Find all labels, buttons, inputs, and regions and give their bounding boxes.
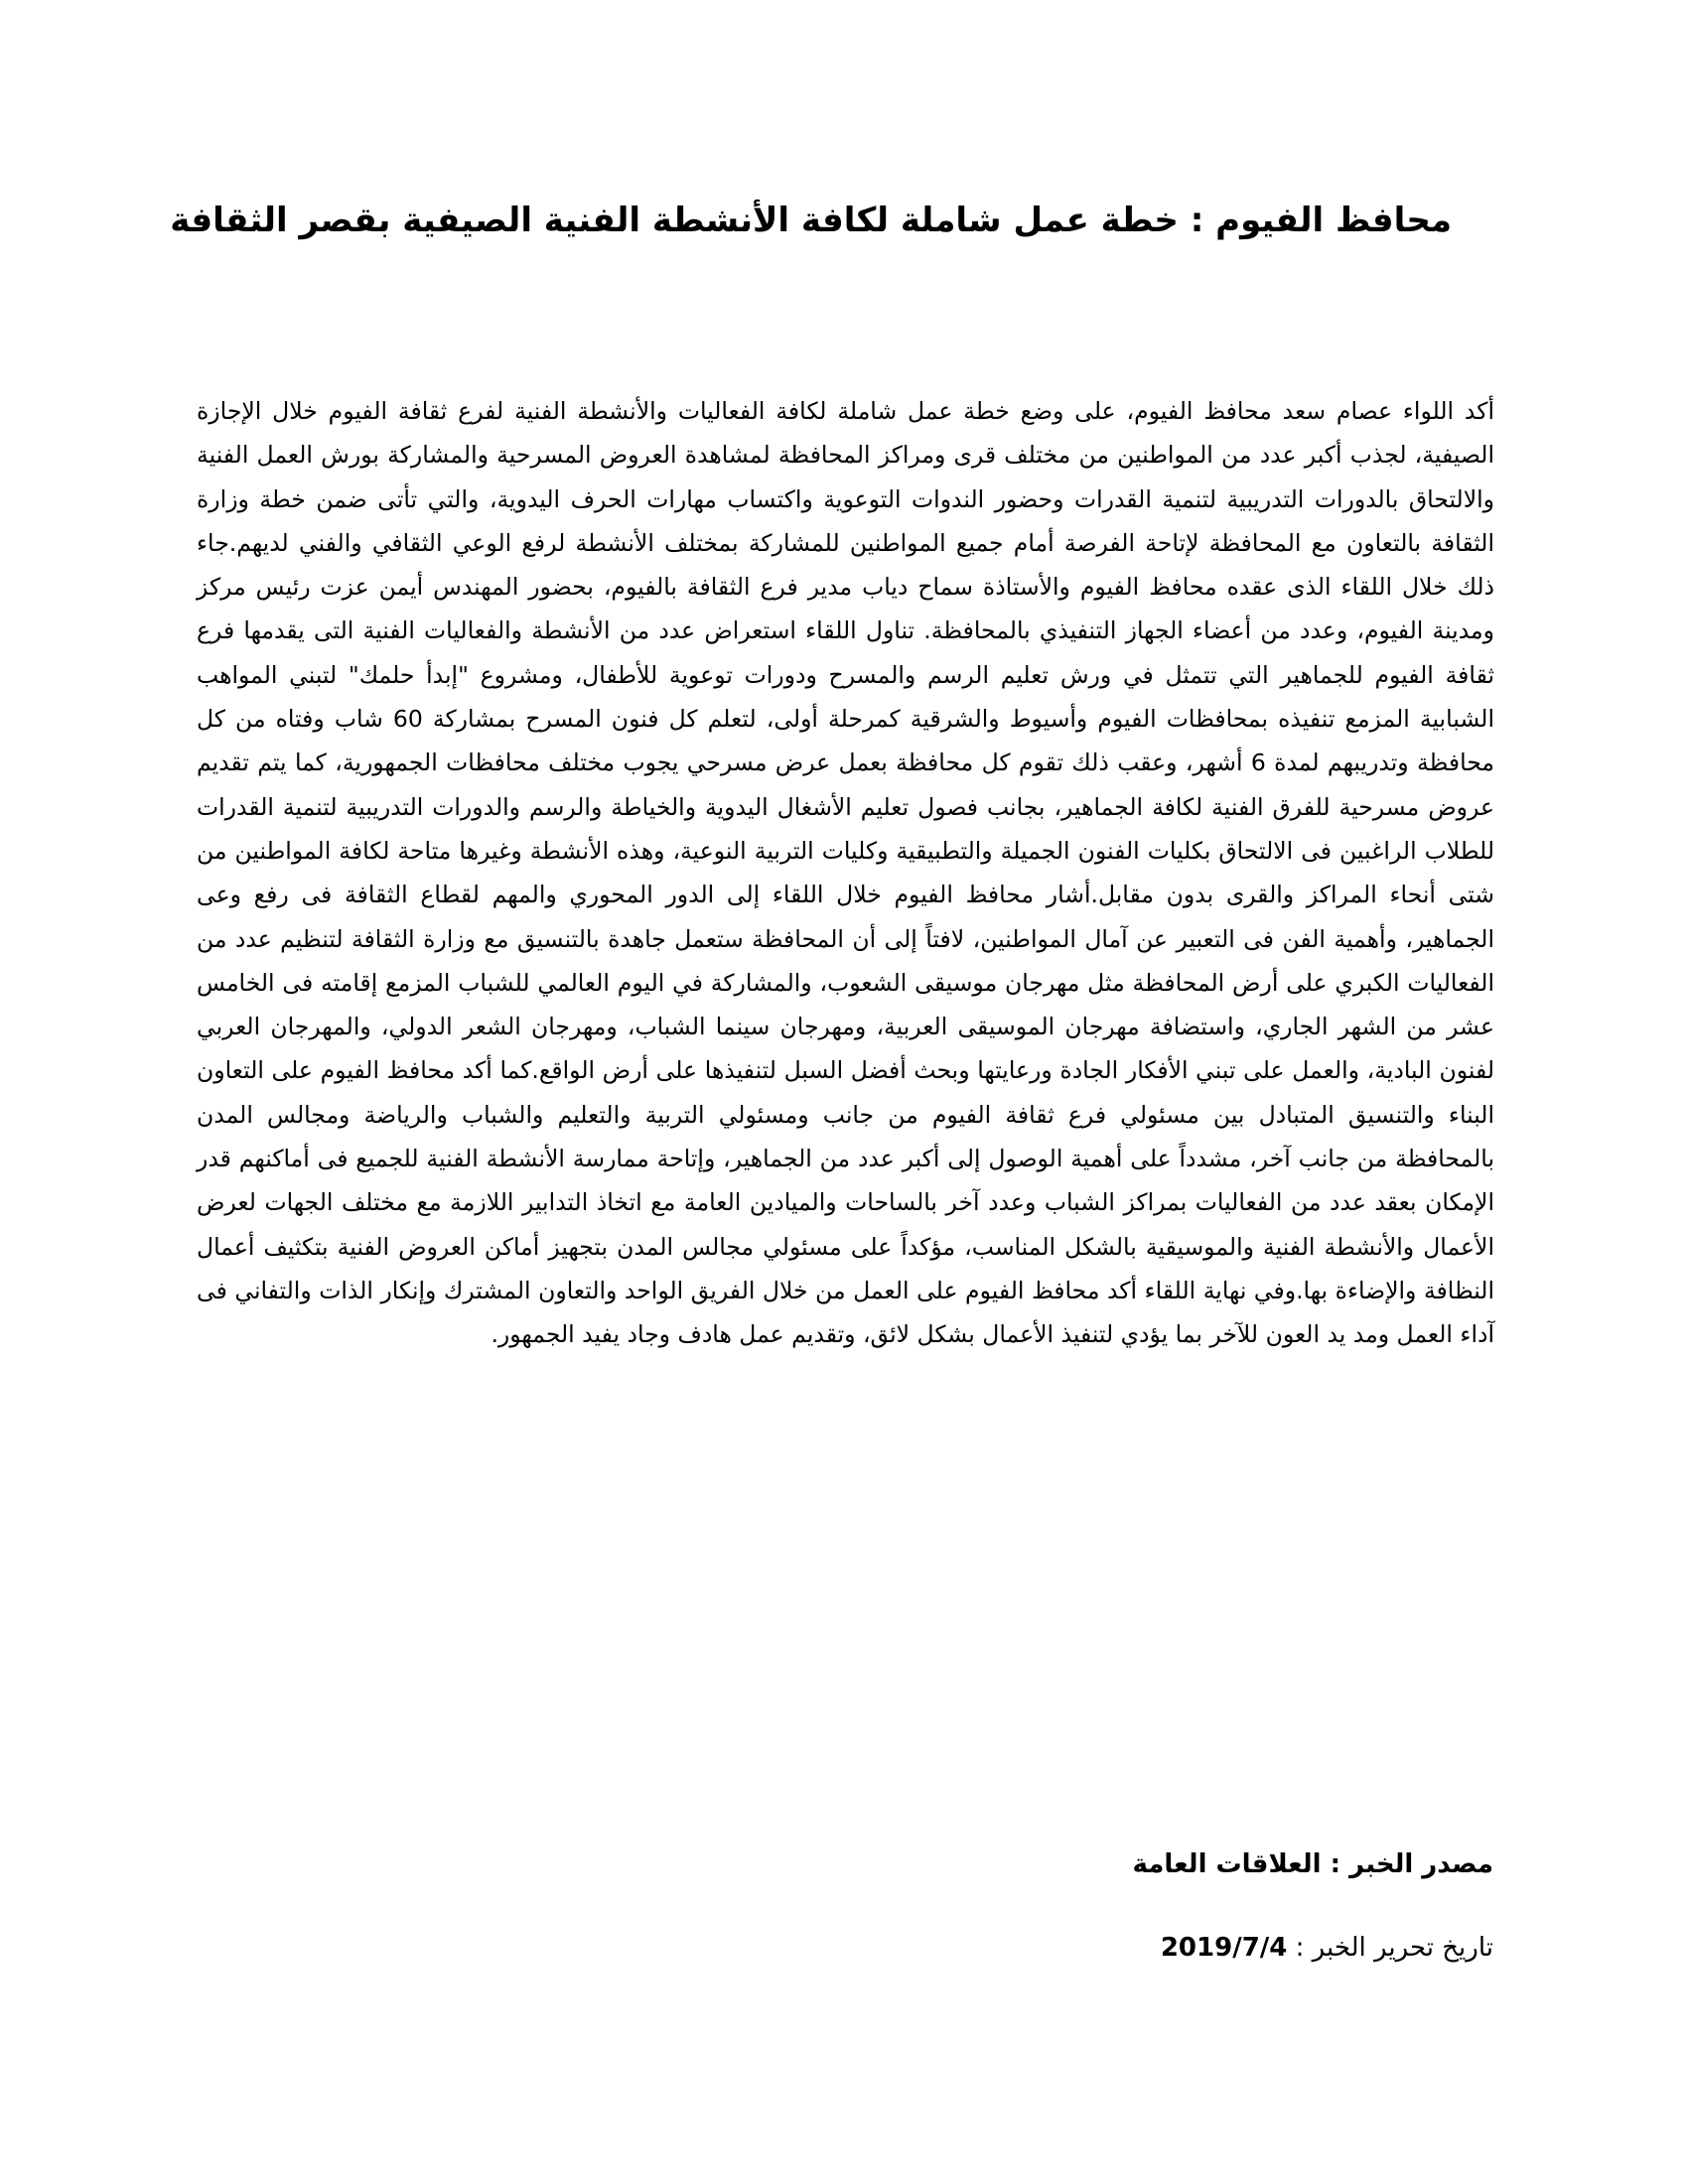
news-title: محافظ الفيوم : خطة عمل شاملة لكافة الأنشطة الفنية الصيفية بقصر الثقافة (170, 201, 1452, 240)
news-date-label: تاريخ تحرير الخبر : (1287, 1933, 1493, 1963)
news-body: أكد اللواء عصام سعد محافظ الفيوم، على وضع خطة عمل شاملة لكافة الفعاليات والأنشطة الفنية لفرع ثقافة الفيوم خلال الإجازة الصيفية، لجذب أكبر عدد من المواطنين من مختلف قرى ومراكز المحافظة لمشاهدة العروض المسرحية والمشاركة بورش العمل الفنية والالتحاق بالدورات التدريبية لتنمية القدرات وحضور الندوات التوعوية واكتساب مهارات الحرف اليدوية، والتي تأتى ضمن خطة وزارة الثقافة بالتعاون مع المحافظة لإتاحة الفرصة أمام جميع المواطنين للمشاركة بمختلف الأنشطة لرفع الوعي الثقافي والفني لديهم.جاء ذلك خلال اللقاء الذى عقده محافظ الفيوم والأستاذة سماح دياب مدير فرع الثقافة بالفيوم، بحضور المهندس أيمن عزت رئيس مركز ومدينة الفيوم، وعدد من أعضاء الجهاز التنفيذي بالمحافظة. تناول اللقاء استعراض عدد من الأنشطة والفعاليات الفنية التى يقدمها فرع ثقافة الفيوم للجماهير التي تتمثل في ورش تعليم الرسم والمسرح ودورات توعوية للأطفال، ومشروع "إبدأ حلمك" لتبني المواهب الشبابية المزمع تنفيذه بمحافظات الفيوم وأسيوط والشرقية كمرحلة أولى، لتعلم كل فنون المسرح بمشاركة 60 شاب وفتاه من كل محافظة وتدريبهم لمدة 6 أشهر، وعقب ذلك تقوم كل محافظة بعمل عرض مسرحي يجوب مختلف محافظات الجمهورية، كما يتم تقديم عروض مسرحية للفرق الفنية لكافة الجماهير، بجانب فصول تعليم الأشغال اليدوية والخياطة والرسم والدورات التدريبية لتنمية القدرات للطلاب الراغبين فى الالتحاق بكليات الفنون الجميلة والتطبيقية وكليات التربية النوعية، وهذه الأنشطة وغيرها متاحة لكافة المواطنين من شتى أنحاء المراكز والقرى بدون مقابل.أشار محافظ الفيوم خلال اللقاء إلى الدور المحوري والمهم لقطاع الثقافة فى رفع وعى الجماهير، وأهمية الفن فى التعبير عن آمال المواطنين، لافتاً إلى أن المحافظة ستعمل جاهدة بالتنسيق مع وزارة الثقافة لتنظيم عدد من الفعاليات الكبري على أرض المحافظة مثل مهرجان موسيقى الشعوب، والمشاركة في اليوم العالمي للشباب المزمع إقامته فى الخامس عشر من الشهر الجاري، واستضافة مهرجان الموسيقى العربية، ومهرجان سينما الشباب، ومهرجان الشعر الدولي، والمهرجان العربي لفنون البادية، والعمل على تبني الأفكار الجادة ورعايتها وبحث أفضل السبل لتنفيذها على أرض الواقع.كما أكد محافظ الفيوم على التعاون البناء والتنسيق المتبادل بين مسئولي فرع ثقافة الفيوم من جانب ومسئولي التربية والتعليم والشباب والرياضة ومجالس المدن بالمحافظة من جانب آخر، مشدداً على أهمية الوصول إلى أكبر عدد من الجماهير، وإتاحة ممارسة الأنشطة الفنية للجميع فى أماكنهم قدر الإمكان بعقد عدد من الفعاليات بمراكز الشباب وعدد آخر بالساحات والميادين العامة مع اتخاذ التدابير اللازمة مع مختلف الجهات لعرض الأعمال والأنشطة الفنية والموسيقية بالشكل المناسب، مؤكداً على مسئولي مجالس المدن بتجهيز أماكن العروض الفنية بتكثيف أعمال النظافة والإضاءة بها.وفي نهاية اللقاء أكد محافظ الفيوم على العمل من خلال الفريق الواحد والتعاون المشترك وإنكار الذات والتفاني فى آداء العمل ومد يد العون للآخر بما يؤدي لتنفيذ الأعمال بشكل لائق، وتقديم عمل هادف وجاد يفيد الجمهور. (197, 397, 1494, 1349)
news-date-value: 2019/7/4 (1160, 1933, 1288, 1963)
news-source: مصدر الخبر : العلاقات العامة (1132, 1849, 1493, 1879)
news-date (596, 1928, 1493, 1968)
